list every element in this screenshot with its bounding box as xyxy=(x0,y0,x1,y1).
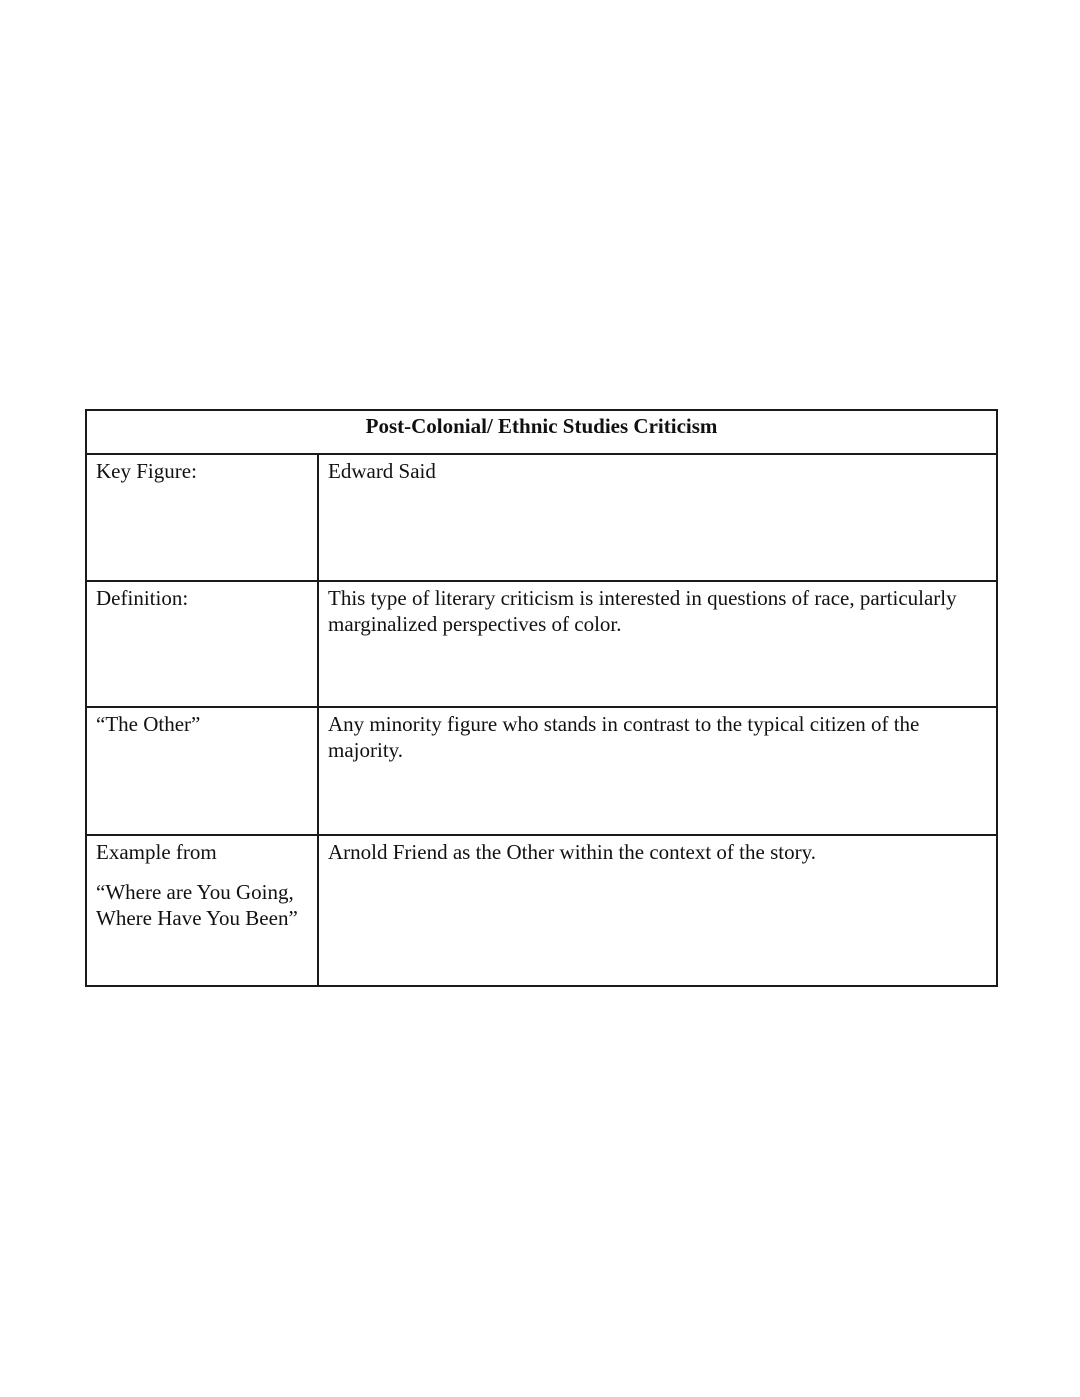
table-header-row xyxy=(86,410,997,454)
criticism-table xyxy=(85,409,998,987)
the-other-label: “The Other” xyxy=(86,707,318,835)
example-label-cell xyxy=(86,835,318,986)
example-value: Arnold Friend as the Other within the context of the story. xyxy=(318,835,997,986)
example-label-line: Example from xyxy=(96,840,217,864)
the-other-value: Any minority figure who stands in contrast to the typical citizen of the majority. xyxy=(318,707,997,835)
example-story-title-line: “Where are You Going, xyxy=(96,880,294,904)
example-story-title-line: Where Have You Been” xyxy=(96,906,298,930)
table-row-example xyxy=(86,835,997,986)
definition-label: Definition: xyxy=(86,581,318,707)
table-row-key-figure xyxy=(86,454,997,581)
key-figure-label: Key Figure: xyxy=(86,454,318,581)
table-row-the-other xyxy=(86,707,997,835)
definition-value: This type of literary criticism is interested in questions of race, particularly marginalized perspectives of color. xyxy=(318,581,997,707)
table-title: Post-Colonial/ Ethnic Studies Criticism xyxy=(86,410,997,454)
table-row-definition xyxy=(86,581,997,707)
key-figure-value: Edward Said xyxy=(318,454,997,581)
